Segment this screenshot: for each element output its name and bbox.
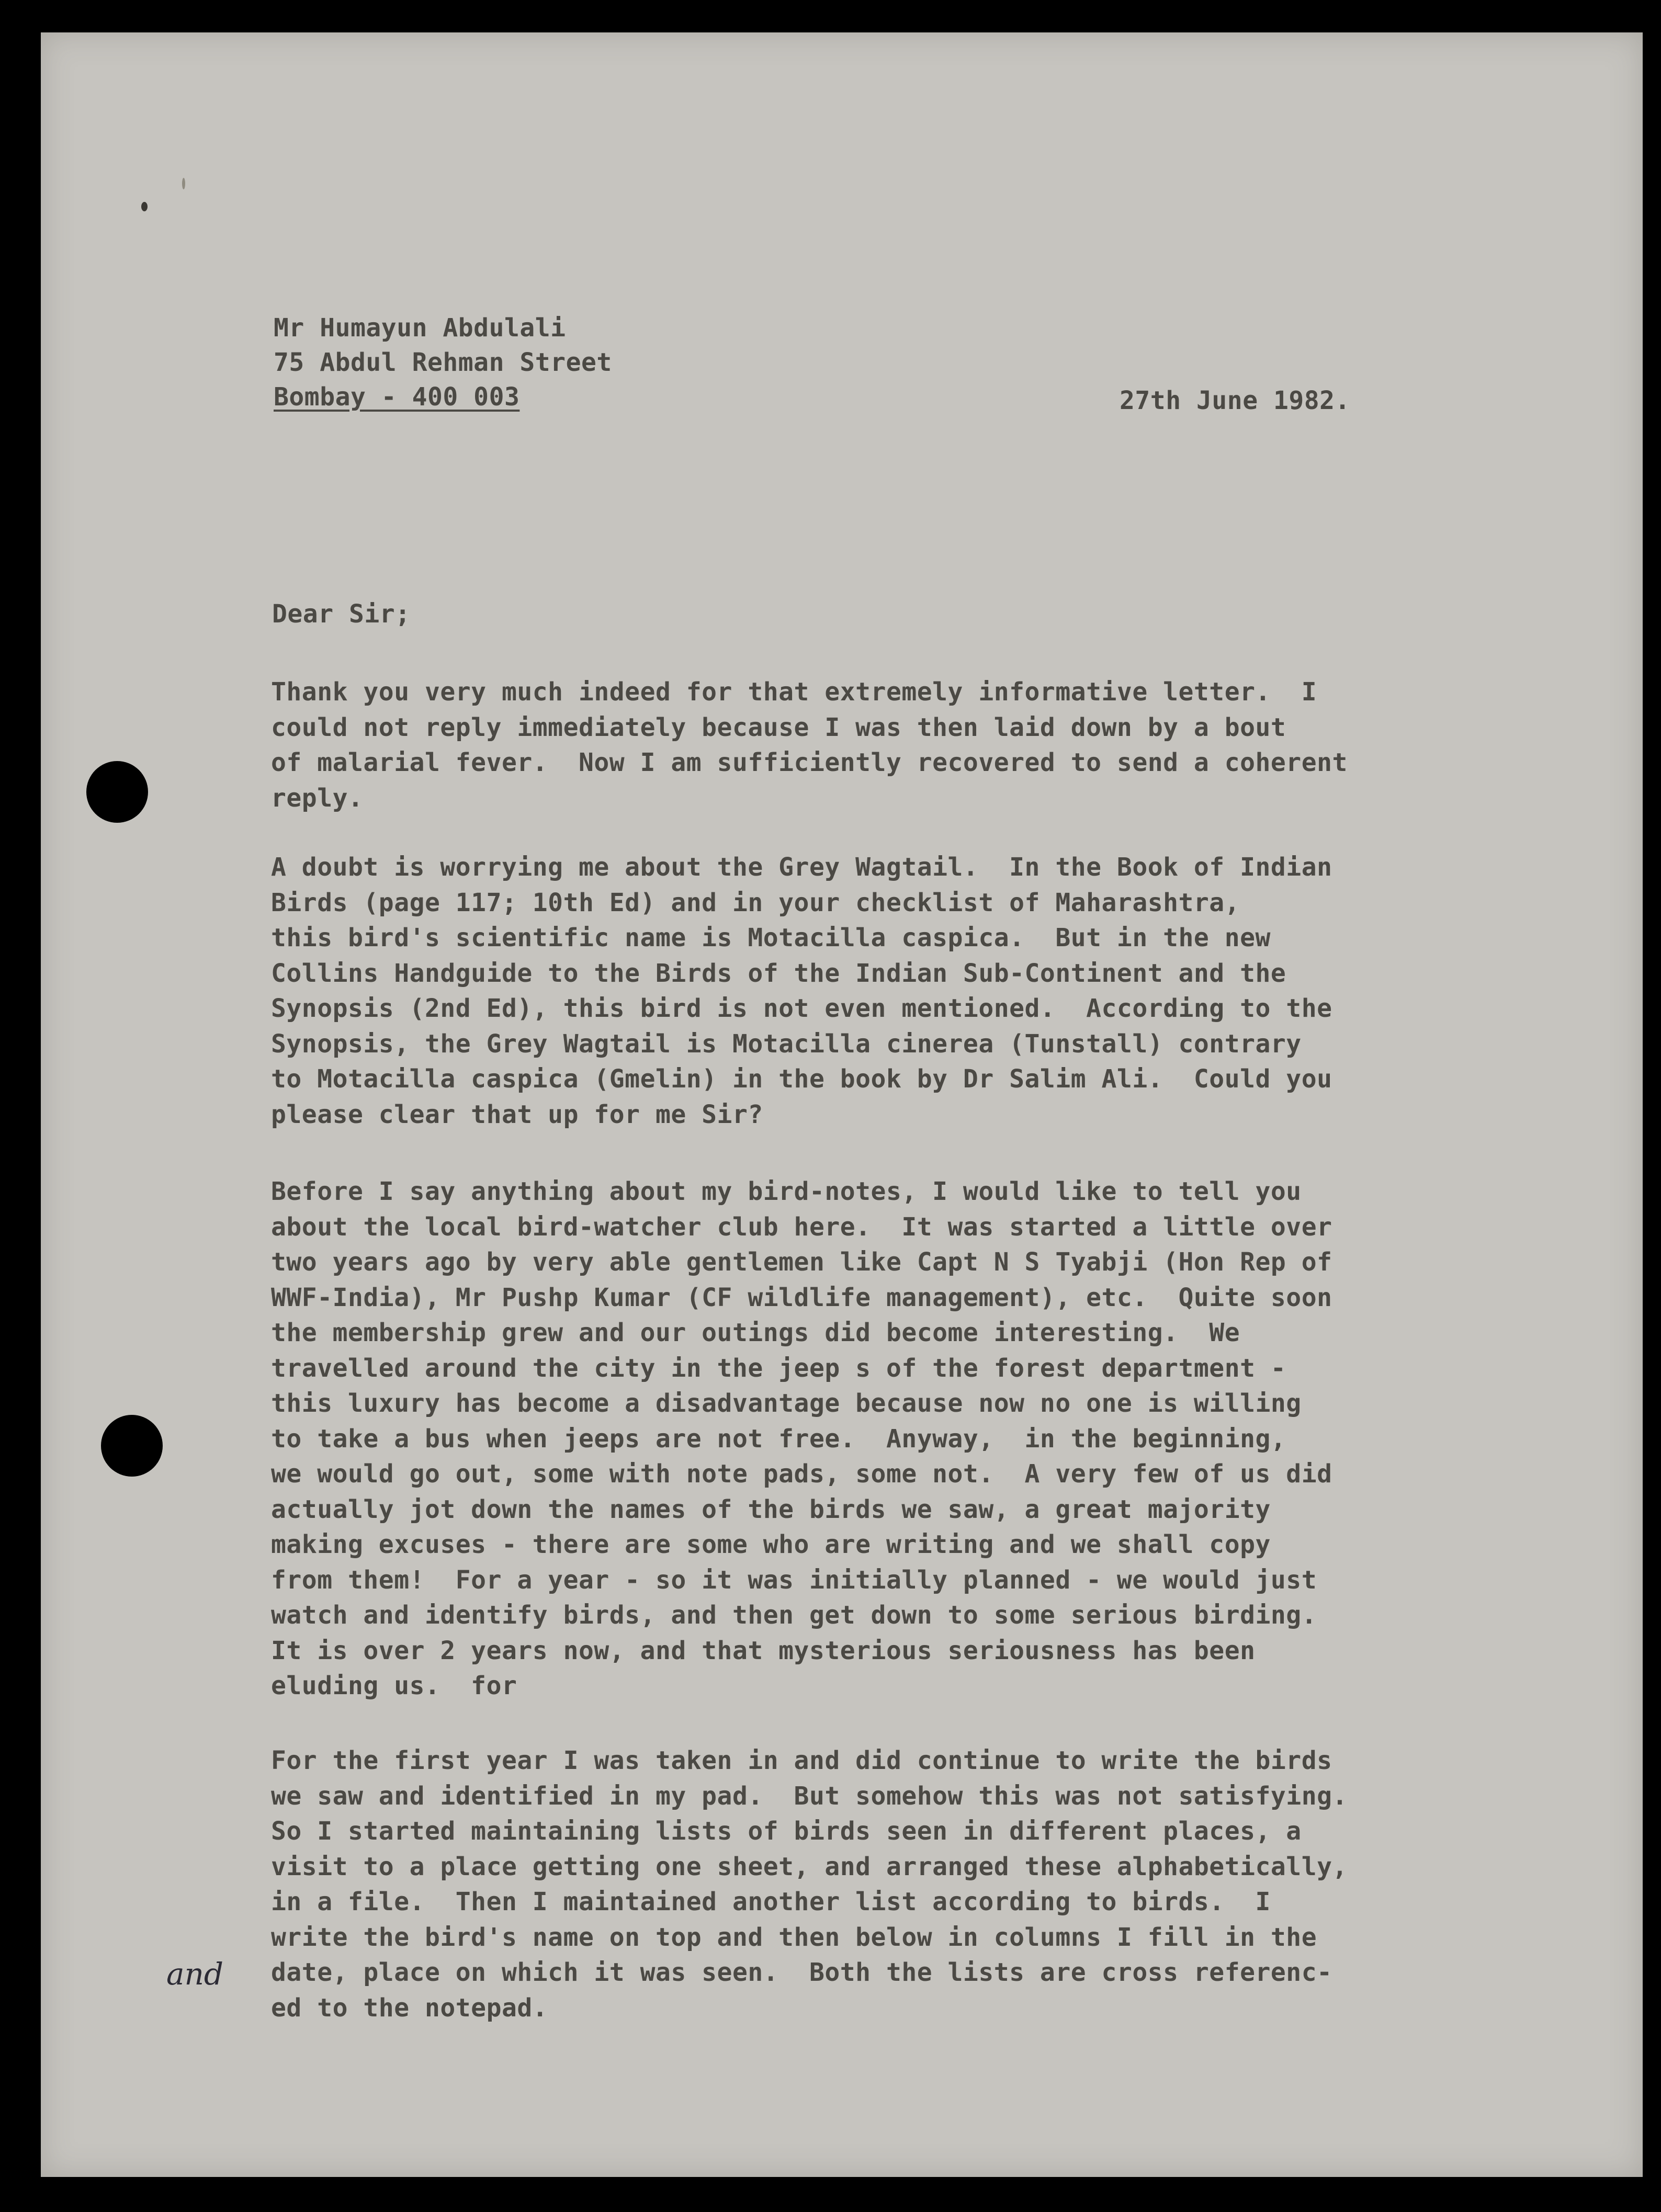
text-line: in a file. Then I maintained another list according to birds. I: [271, 1887, 1271, 1916]
text-line: watch and identify birds, and then get down to some serious birding.: [271, 1601, 1317, 1630]
text-line: It is over 2 years now, and that mysterious seriousness has been: [271, 1636, 1256, 1665]
text-line: to Motacilla caspica (Gmelin) in the book by Dr Salim Ali. Could you: [271, 1064, 1332, 1094]
recipient-city: [274, 380, 519, 414]
letter-date: 27th June 1982.: [1120, 386, 1350, 415]
text-line: from them! For a year - so it was initially planned - we would just: [271, 1565, 1317, 1595]
text-line: visit to a place getting one sheet, and arranged these alphabetically,: [271, 1852, 1348, 1881]
text-line: Birds (page 117; 10th Ed) and in your checklist of Maharashtra,: [271, 888, 1240, 917]
text-line: actually jot down the names of the birds we saw, a great majority: [271, 1494, 1271, 1524]
paragraph-thanks: [271, 675, 1348, 816]
text-line: Collins Handguide to the Birds of the Indian Sub-Continent and the: [271, 958, 1286, 988]
recipient-city-text: Bombay - 400 003: [274, 382, 520, 412]
punch-hole: [86, 761, 148, 823]
text-line: Synopsis (2nd Ed), this bird is not even mentioned. According to the: [271, 994, 1332, 1023]
text-line: we saw and identified in my pad. But somehow this was not satisfying.: [271, 1781, 1348, 1811]
paragraph-grey-wagtail: [271, 850, 1332, 1132]
text-line: could not reply immediately because I was then laid down by a bout: [271, 712, 1286, 742]
text-line: this bird's scientific name is Motacilla caspica. But in the new: [271, 923, 1271, 952]
ink-speck: [141, 202, 148, 211]
text-line: A doubt is worrying me about the Grey Wagtail. In the Book of Indian: [271, 853, 1332, 882]
text-line: write the bird's name on top and then below in columns I fill in the: [271, 1922, 1317, 1952]
text-line: Thank you very much indeed for that extremely informative letter. I: [271, 677, 1317, 707]
text-line: So I started maintaining lists of birds seen in different places, a: [271, 1817, 1302, 1846]
text-line: For the first year I was taken in and did continue to write the birds: [271, 1746, 1332, 1775]
text-line: Synopsis, the Grey Wagtail is Motacilla cinerea (Tunstall) contrary: [271, 1029, 1302, 1059]
recipient-street: 75 Abdul Rehman Street: [274, 348, 612, 377]
text-line: date, place on which it was seen. Both the lists are cross referenc-: [271, 1958, 1332, 1987]
text-line: to take a bus when jeeps are not free. Anyway, in the beginning,: [271, 1424, 1286, 1454]
text-line: about the local bird-watcher club here. It was started a little over: [271, 1212, 1332, 1242]
text-line: please clear that up for me Sir?: [271, 1099, 763, 1129]
text-line: eluding us. for: [271, 1671, 517, 1700]
punch-hole: [101, 1415, 163, 1477]
paper-crease: [182, 178, 185, 189]
text-line: travelled around the city in the jeep s of the forest department -: [271, 1353, 1286, 1383]
text-line: WWF-India), Mr Pushp Kumar (CF wildlife management), etc. Quite soon: [271, 1283, 1332, 1312]
text-line: the membership grew and our outings did become interesting. We: [271, 1318, 1240, 1347]
text-line: Before I say anything about my bird-notes, I would like to tell you: [271, 1177, 1302, 1206]
text-line: ed to the notepad.: [271, 1993, 548, 2023]
handwritten-annotation: and: [166, 1956, 224, 1992]
text-line: reply.: [271, 783, 364, 813]
text-line: this luxury has become a disadvantage because now no one is willing: [271, 1389, 1302, 1418]
text-line: we would go out, some with note pads, some not. A very few of us did: [271, 1459, 1332, 1489]
text-line: making excuses - there are some who are writing and we shall copy: [271, 1530, 1271, 1559]
text-line: of malarial fever. Now I am sufficiently recovered to send a coherent: [271, 748, 1348, 777]
paragraph-bird-lists: [271, 1743, 1348, 2026]
text-line: two years ago by very able gentlemen like Capt N S Tyabji (Hon Rep of: [271, 1247, 1332, 1277]
paragraph-bird-club: [271, 1174, 1332, 1704]
salutation: Dear Sir;: [272, 599, 411, 629]
recipient-name: Mr Humayun Abdulali: [274, 313, 566, 343]
